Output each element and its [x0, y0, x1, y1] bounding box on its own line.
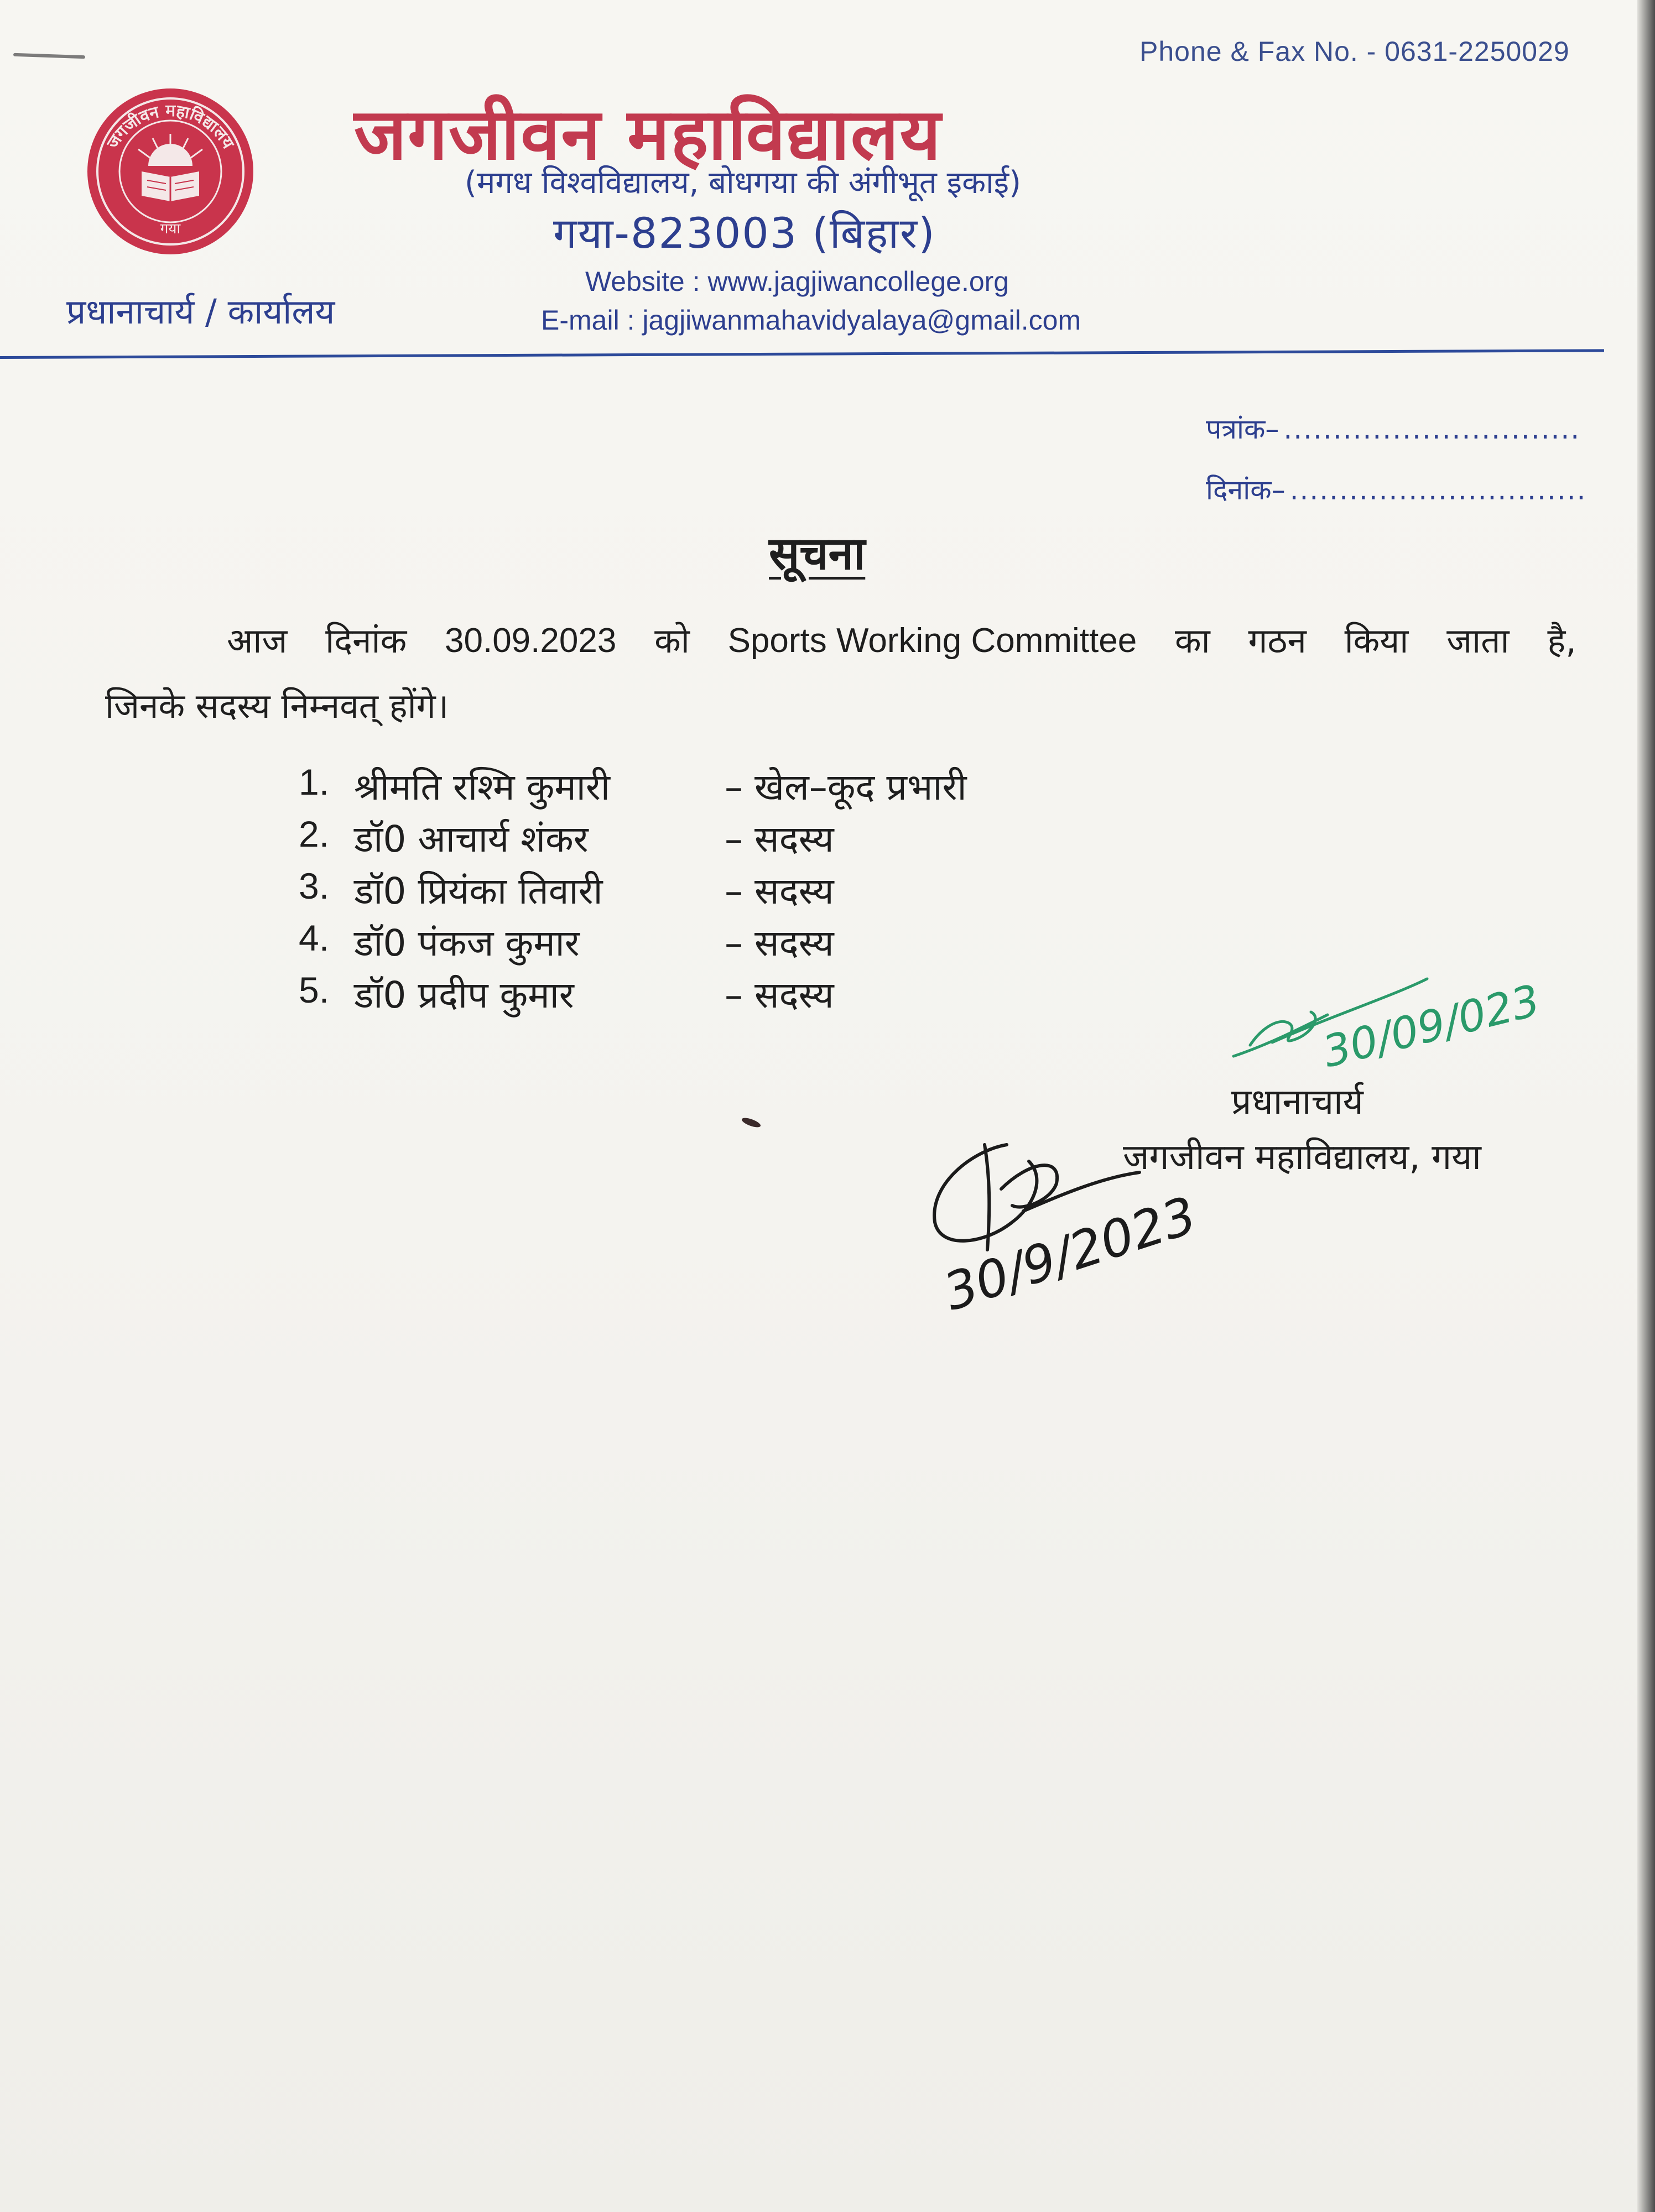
patrank-row	[1206, 409, 1580, 447]
member-number: 4.	[299, 917, 330, 958]
black-sign-date: 30/9/2023	[936, 1185, 1204, 1322]
seal-text-bottom: गया	[160, 221, 181, 237]
dinank-row	[1206, 470, 1586, 508]
header-divider	[0, 349, 1604, 359]
college-name: जगजीवन महाविद्यालय	[354, 93, 942, 176]
member-number: 5.	[299, 969, 330, 1010]
word: का	[1175, 620, 1210, 661]
member-role: – सदस्य	[725, 818, 834, 860]
signatory-title: प्रधानाचार्य	[1231, 1082, 1363, 1123]
member-name: डॉ0 प्रदीप कुमार	[354, 974, 574, 1016]
word: जाता	[1446, 620, 1510, 661]
notice-date: 30.09.2023	[445, 622, 617, 660]
committee-name: Sports Working Committee	[727, 622, 1137, 660]
black-signature-icon	[918, 1128, 1206, 1349]
seal-text-top: जगजीवन महाविद्यालय	[103, 101, 238, 152]
member-role: – सदस्य	[725, 870, 834, 912]
member-number: 1.	[299, 761, 330, 802]
page-edge-shadow	[1637, 0, 1655, 2212]
member-role: – सदस्य	[725, 922, 834, 964]
member-role: – खेल–कूद प्रभारी	[725, 766, 967, 808]
member-number: 3.	[299, 865, 330, 906]
patrank-value: ..............................	[1283, 413, 1581, 445]
dinank-value: ..............................	[1289, 474, 1587, 506]
email: E-mail : jagjiwanmahavidyalaya@gmail.com	[541, 305, 1081, 336]
member-name: डॉ0 आचार्य शंकर	[354, 818, 589, 860]
office-label: प्रधानाचार्य / कार्यालय	[66, 291, 335, 332]
word: आज	[227, 620, 288, 661]
word: को	[654, 620, 690, 661]
dinank-label: दिनांक–	[1206, 474, 1286, 506]
pen-mark	[13, 53, 85, 59]
website: Website : www.jagjiwancollege.org	[585, 266, 1009, 297]
green-signature-icon	[1217, 962, 1604, 1089]
notice-body	[105, 608, 1576, 739]
member-number: 2.	[299, 813, 330, 854]
notice-line-2: जिनके सदस्य निम्नवत् होंगे।	[105, 686, 449, 726]
member-name: डॉ0 प्रियंका तिवारी	[354, 870, 603, 912]
signatory-college: जगजीवन महाविद्यालय, गया	[1123, 1137, 1481, 1178]
word: किया	[1344, 620, 1409, 661]
member-name: डॉ0 पंकज कुमार	[354, 922, 580, 964]
city-pincode: गया-823003 (बिहार)	[553, 208, 936, 258]
notice-title: सूचना	[769, 528, 866, 580]
green-sign-date: 30/09/023	[1318, 975, 1545, 1078]
word: दिनांक	[325, 620, 407, 661]
phone-fax: Phone & Fax No. - 0631-2250029	[1139, 36, 1570, 67]
member-role: – सदस्य	[725, 974, 834, 1016]
member-name: श्रीमति रश्मि कुमारी	[354, 766, 610, 808]
college-seal-icon	[76, 83, 264, 260]
word: है,	[1547, 620, 1576, 661]
affiliation: (मगध विश्वविद्यालय, बोधगया की अंगीभूत इकाई)	[465, 165, 1021, 201]
word: गठन	[1248, 620, 1307, 661]
patrank-label: पत्रांक–	[1206, 413, 1279, 445]
ink-speck	[741, 1116, 762, 1129]
notice-line-1	[105, 608, 1576, 674]
